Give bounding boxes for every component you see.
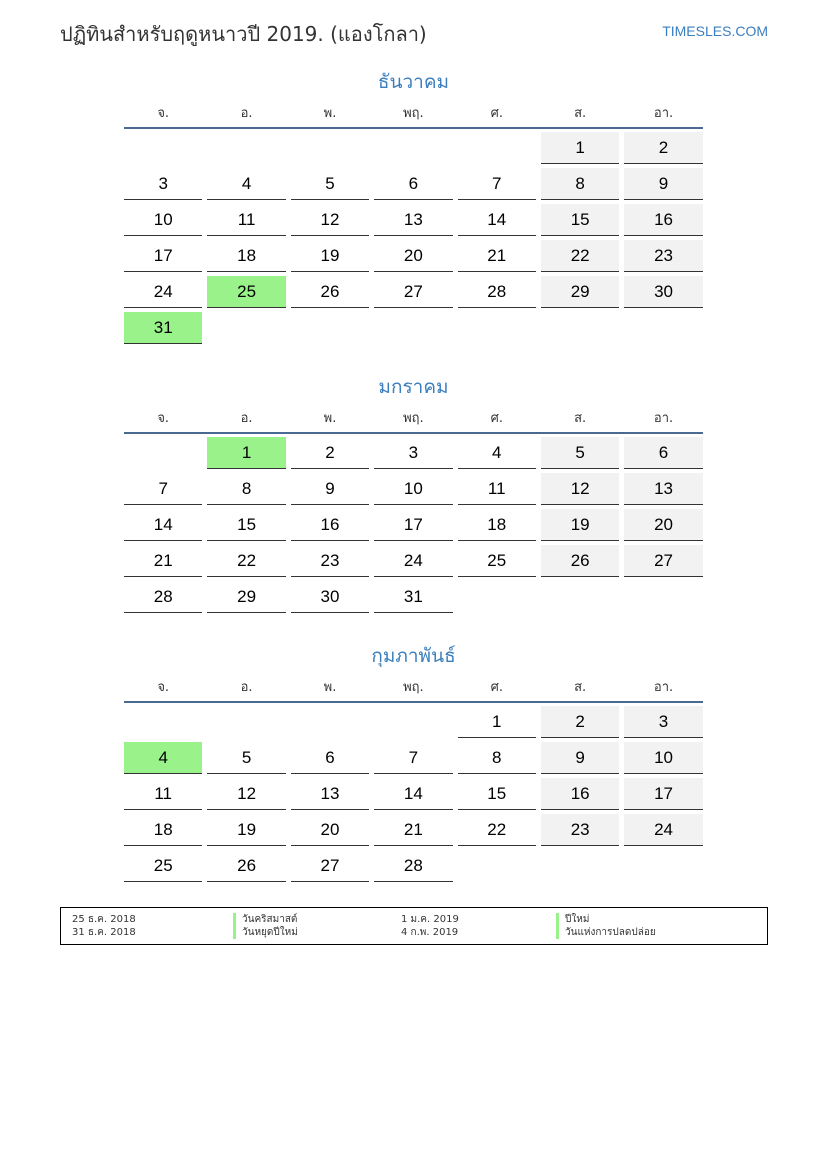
day-cell: 15 bbox=[458, 778, 536, 810]
day-cell: 21 bbox=[374, 814, 452, 846]
day-cell: 5 bbox=[207, 742, 285, 774]
page-title: ปฏิทินสำหรับฤดูหนาวปี 2019. (แองโกลา) bbox=[60, 22, 427, 46]
day-cell: 7 bbox=[374, 742, 452, 774]
day-cell: 27 bbox=[624, 545, 702, 577]
weekday-label: จ. bbox=[157, 679, 170, 695]
weekday-label: พ. bbox=[323, 410, 337, 426]
day-cell: 9 bbox=[541, 742, 619, 774]
day-cell: 22 bbox=[458, 814, 536, 846]
weekday-label: พฤ. bbox=[403, 679, 424, 695]
day-cell: 26 bbox=[541, 545, 619, 577]
weekday-label: ศ. bbox=[490, 105, 503, 121]
day-cell: 14 bbox=[124, 509, 202, 541]
day-cell: 8 bbox=[458, 742, 536, 774]
day-cell: 4 bbox=[458, 437, 536, 469]
day-cell: 22 bbox=[207, 545, 285, 577]
weekday-label: ศ. bbox=[490, 679, 503, 695]
day-cell: 15 bbox=[207, 509, 285, 541]
day-cell: 27 bbox=[291, 850, 369, 882]
day-cell: 13 bbox=[291, 778, 369, 810]
day-cell: 9 bbox=[291, 473, 369, 505]
day-cell: 6 bbox=[291, 742, 369, 774]
days-grid bbox=[124, 129, 703, 348]
day-cell: 16 bbox=[624, 204, 702, 236]
day-cell: 14 bbox=[458, 204, 536, 236]
weekday-label: จ. bbox=[157, 410, 170, 426]
weekday-header bbox=[124, 671, 703, 703]
day-cell: 3 bbox=[374, 437, 452, 469]
day-cell: 30 bbox=[624, 276, 702, 308]
weekday-label: ส. bbox=[574, 410, 587, 426]
legend-date: 1 ม.ค. 2019 bbox=[401, 914, 459, 925]
weekday-label: พฤ. bbox=[403, 410, 424, 426]
day-cell: 18 bbox=[124, 814, 202, 846]
day-cell: 12 bbox=[291, 204, 369, 236]
legend-holiday-name: วันหยุดปีใหม่ bbox=[233, 926, 298, 939]
day-cell: 20 bbox=[624, 509, 702, 541]
days-grid bbox=[124, 703, 703, 886]
day-cell: 13 bbox=[374, 204, 452, 236]
day-cell: 17 bbox=[124, 240, 202, 272]
day-cell: 15 bbox=[541, 204, 619, 236]
day-cell: 28 bbox=[374, 850, 452, 882]
weekday-label: ส. bbox=[574, 105, 587, 121]
day-cell: 8 bbox=[541, 168, 619, 200]
weekday-label: อ. bbox=[240, 679, 253, 695]
day-cell: 29 bbox=[207, 581, 285, 613]
month-title: กุมภาพันธ์ bbox=[371, 645, 456, 667]
weekday-label: พฤ. bbox=[403, 105, 424, 121]
day-cell: 11 bbox=[458, 473, 536, 505]
day-cell: 19 bbox=[291, 240, 369, 272]
day-cell: 16 bbox=[291, 509, 369, 541]
day-cell: 1 bbox=[458, 706, 536, 738]
day-cell: 7 bbox=[458, 168, 536, 200]
day-cell: 21 bbox=[458, 240, 536, 272]
day-cell: 12 bbox=[207, 778, 285, 810]
legend-holiday-name: วันแห่งการปลดปล่อย bbox=[556, 926, 656, 939]
day-cell: 6 bbox=[624, 437, 702, 469]
day-cell: 30 bbox=[291, 581, 369, 613]
day-cell: 7 bbox=[124, 473, 202, 505]
weekday-label: พ. bbox=[323, 679, 337, 695]
day-cell: 28 bbox=[124, 581, 202, 613]
holiday-day-cell: 31 bbox=[124, 312, 202, 344]
day-cell: 23 bbox=[624, 240, 702, 272]
weekday-label: อ. bbox=[240, 105, 253, 121]
day-cell: 3 bbox=[124, 168, 202, 200]
day-cell: 21 bbox=[124, 545, 202, 577]
day-cell: 16 bbox=[541, 778, 619, 810]
day-cell: 3 bbox=[624, 706, 702, 738]
weekday-label: จ. bbox=[157, 105, 170, 121]
day-cell: 2 bbox=[541, 706, 619, 738]
weekday-header bbox=[124, 402, 703, 434]
day-cell: 19 bbox=[541, 509, 619, 541]
day-cell: 24 bbox=[624, 814, 702, 846]
day-cell: 2 bbox=[624, 132, 702, 164]
day-cell: 31 bbox=[374, 581, 452, 613]
day-cell: 6 bbox=[374, 168, 452, 200]
day-cell: 17 bbox=[624, 778, 702, 810]
day-cell: 10 bbox=[124, 204, 202, 236]
day-cell: 4 bbox=[207, 168, 285, 200]
day-cell: 5 bbox=[291, 168, 369, 200]
legend-date: 25 ธ.ค. 2018 bbox=[72, 914, 136, 925]
month-december bbox=[124, 67, 703, 348]
day-cell: 1 bbox=[541, 132, 619, 164]
day-cell: 28 bbox=[458, 276, 536, 308]
month-february bbox=[124, 641, 703, 886]
day-cell: 20 bbox=[374, 240, 452, 272]
legend-date: 31 ธ.ค. 2018 bbox=[72, 927, 136, 938]
day-cell: 25 bbox=[124, 850, 202, 882]
day-cell: 25 bbox=[458, 545, 536, 577]
day-cell: 11 bbox=[124, 778, 202, 810]
day-cell: 12 bbox=[541, 473, 619, 505]
holiday-legend bbox=[60, 907, 768, 945]
day-cell: 8 bbox=[207, 473, 285, 505]
day-cell: 17 bbox=[374, 509, 452, 541]
holiday-day-cell: 1 bbox=[207, 437, 285, 469]
day-cell: 23 bbox=[541, 814, 619, 846]
month-title: มกราคม bbox=[378, 376, 449, 398]
day-cell: 27 bbox=[374, 276, 452, 308]
month-january bbox=[124, 372, 703, 617]
day-cell: 11 bbox=[207, 204, 285, 236]
day-cell: 2 bbox=[291, 437, 369, 469]
legend-date: 4 ก.พ. 2019 bbox=[401, 927, 459, 938]
day-cell: 26 bbox=[207, 850, 285, 882]
day-cell: 19 bbox=[207, 814, 285, 846]
weekday-label: อา. bbox=[653, 105, 674, 121]
day-cell: 18 bbox=[207, 240, 285, 272]
day-cell: 26 bbox=[291, 276, 369, 308]
holiday-day-cell: 4 bbox=[124, 742, 202, 774]
brand-link[interactable]: TIMESLES.COM bbox=[662, 23, 768, 39]
day-cell: 10 bbox=[374, 473, 452, 505]
day-cell: 9 bbox=[624, 168, 702, 200]
legend-holiday-name: วันคริสมาสต์ bbox=[233, 913, 297, 926]
days-grid bbox=[124, 434, 703, 617]
weekday-label: อา. bbox=[653, 679, 674, 695]
weekday-label: ศ. bbox=[490, 410, 503, 426]
holiday-day-cell: 25 bbox=[207, 276, 285, 308]
day-cell: 29 bbox=[541, 276, 619, 308]
day-cell: 22 bbox=[541, 240, 619, 272]
legend-holiday-name: ปีใหม่ bbox=[556, 913, 589, 926]
day-cell: 13 bbox=[624, 473, 702, 505]
weekday-label: ส. bbox=[574, 679, 587, 695]
day-cell: 5 bbox=[541, 437, 619, 469]
weekday-label: อา. bbox=[653, 410, 674, 426]
day-cell: 20 bbox=[291, 814, 369, 846]
day-cell: 24 bbox=[124, 276, 202, 308]
month-title: ธันวาคม bbox=[377, 71, 450, 93]
day-cell: 14 bbox=[374, 778, 452, 810]
day-cell: 10 bbox=[624, 742, 702, 774]
weekday-label: พ. bbox=[323, 105, 337, 121]
day-cell: 18 bbox=[458, 509, 536, 541]
day-cell: 23 bbox=[291, 545, 369, 577]
weekday-header bbox=[124, 97, 703, 129]
weekday-label: อ. bbox=[240, 410, 253, 426]
day-cell: 24 bbox=[374, 545, 452, 577]
